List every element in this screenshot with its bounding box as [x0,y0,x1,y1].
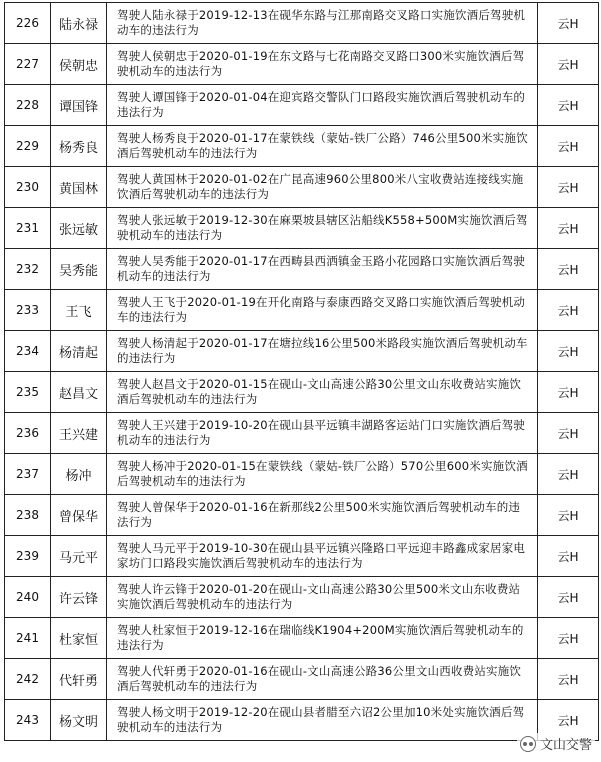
table-row [5,208,599,249]
violation-description: 驾驶人代轩勇于2020-01-16在砚山-文山高速公路36公里文山西收费站实施饮酒后驾驶机动车的违法行为 [107,659,538,700]
table-row [5,331,599,372]
table-row [5,700,599,741]
table-row [5,536,599,577]
driver-name: 杨文明 [51,700,107,741]
plate-prefix: 云H [538,454,599,495]
row-number: 234 [5,331,51,372]
table-body [5,3,599,741]
violation-description: 驾驶人陆永禄于2019-12-13在砚华东路与江那南路交叉路口实施饮酒后驾驶机动车的违法行为 [107,3,538,44]
plate-prefix: 云H [538,126,599,167]
row-number: 232 [5,249,51,290]
table-row [5,577,599,618]
row-number: 238 [5,495,51,536]
plate-prefix: 云H [538,700,599,741]
driver-name: 王飞 [51,290,107,331]
driver-name: 陆永禄 [51,3,107,44]
violation-description: 驾驶人侯朝忠于2020-01-19在东文路与七花南路交叉路口300米实施饮酒后驾驶机动车的违法行为 [107,44,538,85]
violation-description: 驾驶人赵昌文于2020-01-15在砚山-文山高速公路30公里文山东收费站实施饮酒后驾驶机动车的违法行为 [107,372,538,413]
row-number: 243 [5,700,51,741]
violation-description: 驾驶人张远敏于2019-12-30在麻栗坡县辖区沾船线K558+500M实施饮酒后驾驶机动车的违法行为 [107,208,538,249]
violation-description: 驾驶人黄国林于2020-01-02在广昆高速960公里800米八宝收费站连接线实施饮酒后驾驶机动车的违法行为 [107,167,538,208]
plate-prefix: 云H [538,618,599,659]
plate-prefix: 云H [538,331,599,372]
row-number: 241 [5,618,51,659]
plate-prefix: 云H [538,577,599,618]
violation-description: 驾驶人王兴建于2019-10-20在砚山县平远镇丰湖路客运站门口实施饮酒后驾驶机动车的违法行为 [107,413,538,454]
plate-prefix: 云H [538,249,599,290]
violation-description: 驾驶人谭国锋于2020-01-04在迎宾路交警队门口路段实施饮酒后驾驶机动车的违法行为 [107,85,538,126]
violation-description: 驾驶人杜家恒于2019-12-16在瑞临线K1904+200M实施饮酒后驾驶机动车的违法行为 [107,618,538,659]
plate-prefix: 云H [538,495,599,536]
violation-description: 驾驶人许云锋于2020-01-20在砚山-文山高速公路30公里500米文山东收费站实施饮酒后驾驶机动车的违法行为 [107,577,538,618]
plate-prefix: 云H [538,208,599,249]
wechat-icon [520,736,536,752]
table-row [5,495,599,536]
row-number: 242 [5,659,51,700]
driver-name: 杨秀良 [51,126,107,167]
violation-description: 驾驶人马元平于2019-10-30在砚山县平远镇兴隆路口平远迎丰路鑫成家居家电家坊门口路段实施饮酒后驾驶机动车的违法行为 [107,536,538,577]
plate-prefix: 云H [538,413,599,454]
driver-name: 马元平 [51,536,107,577]
plate-prefix: 云H [538,85,599,126]
plate-prefix: 云H [538,44,599,85]
driver-name: 王兴建 [51,413,107,454]
driver-name: 张远敏 [51,208,107,249]
plate-prefix: 云H [538,372,599,413]
plate-prefix: 云H [538,167,599,208]
table-row [5,85,599,126]
plate-prefix: 云H [538,3,599,44]
driver-name: 杨冲 [51,454,107,495]
violation-description: 驾驶人杨秀良于2020-01-17在蒙铁线（蒙姑-铁厂公路）746公里500米实施饮酒后驾驶机动车的违法行为 [107,126,538,167]
watermark-text: 文山交警 [539,738,592,753]
plate-prefix: 云H [538,659,599,700]
row-number: 231 [5,208,51,249]
driver-name: 曾保华 [51,495,107,536]
driver-name: 许云锋 [51,577,107,618]
violation-description: 驾驶人吴秀能于2020-01-17在西畴县西洒镇金玉路小花园路口实施饮酒后驾驶机动车的违法行为 [107,249,538,290]
plate-prefix: 云H [538,536,599,577]
driver-name: 吴秀能 [51,249,107,290]
watermark [517,733,595,754]
violation-description: 驾驶人王飞于2020-01-19在开化南路与泰康西路交叉路口实施饮酒后驾驶机动车的违法行为 [107,290,538,331]
row-number: 230 [5,167,51,208]
row-number: 236 [5,413,51,454]
table-row [5,372,599,413]
row-number: 233 [5,290,51,331]
row-number: 239 [5,536,51,577]
row-number: 237 [5,454,51,495]
violation-description: 驾驶人曾保华于2020-01-16在新那线2公里500米实施饮酒后驾驶机动车的违法行为 [107,495,538,536]
violation-description: 驾驶人杨清起于2020-01-17在塘拉线16公里500米路段实施饮酒后驾驶机动车的违法行为 [107,331,538,372]
table-row [5,618,599,659]
row-number: 227 [5,44,51,85]
table-row [5,44,599,85]
table-row [5,290,599,331]
driver-name: 赵昌文 [51,372,107,413]
table-row [5,659,599,700]
table-row [5,454,599,495]
violation-description: 驾驶人杨文明于2019-12-20在砚山县者腊至六诏2公里加10米处实施饮酒后驾驶机动车的违法行为 [107,700,538,741]
driver-name: 代轩勇 [51,659,107,700]
table-row [5,413,599,454]
row-number: 235 [5,372,51,413]
table-row [5,126,599,167]
driver-name: 谭国锋 [51,85,107,126]
table-row [5,167,599,208]
table-row [5,3,599,44]
violations-table [4,2,599,741]
driver-name: 黄国林 [51,167,107,208]
driver-name: 杨清起 [51,331,107,372]
row-number: 226 [5,3,51,44]
driver-name: 侯朝忠 [51,44,107,85]
driver-name: 杜家恒 [51,618,107,659]
row-number: 240 [5,577,51,618]
row-number: 229 [5,126,51,167]
violation-description: 驾驶人杨冲于2020-01-15在蒙铁线（蒙姑-铁厂公路）570公里600米实施饮酒后驾驶机动车的违法行为 [107,454,538,495]
row-number: 228 [5,85,51,126]
table-row [5,249,599,290]
plate-prefix: 云H [538,290,599,331]
